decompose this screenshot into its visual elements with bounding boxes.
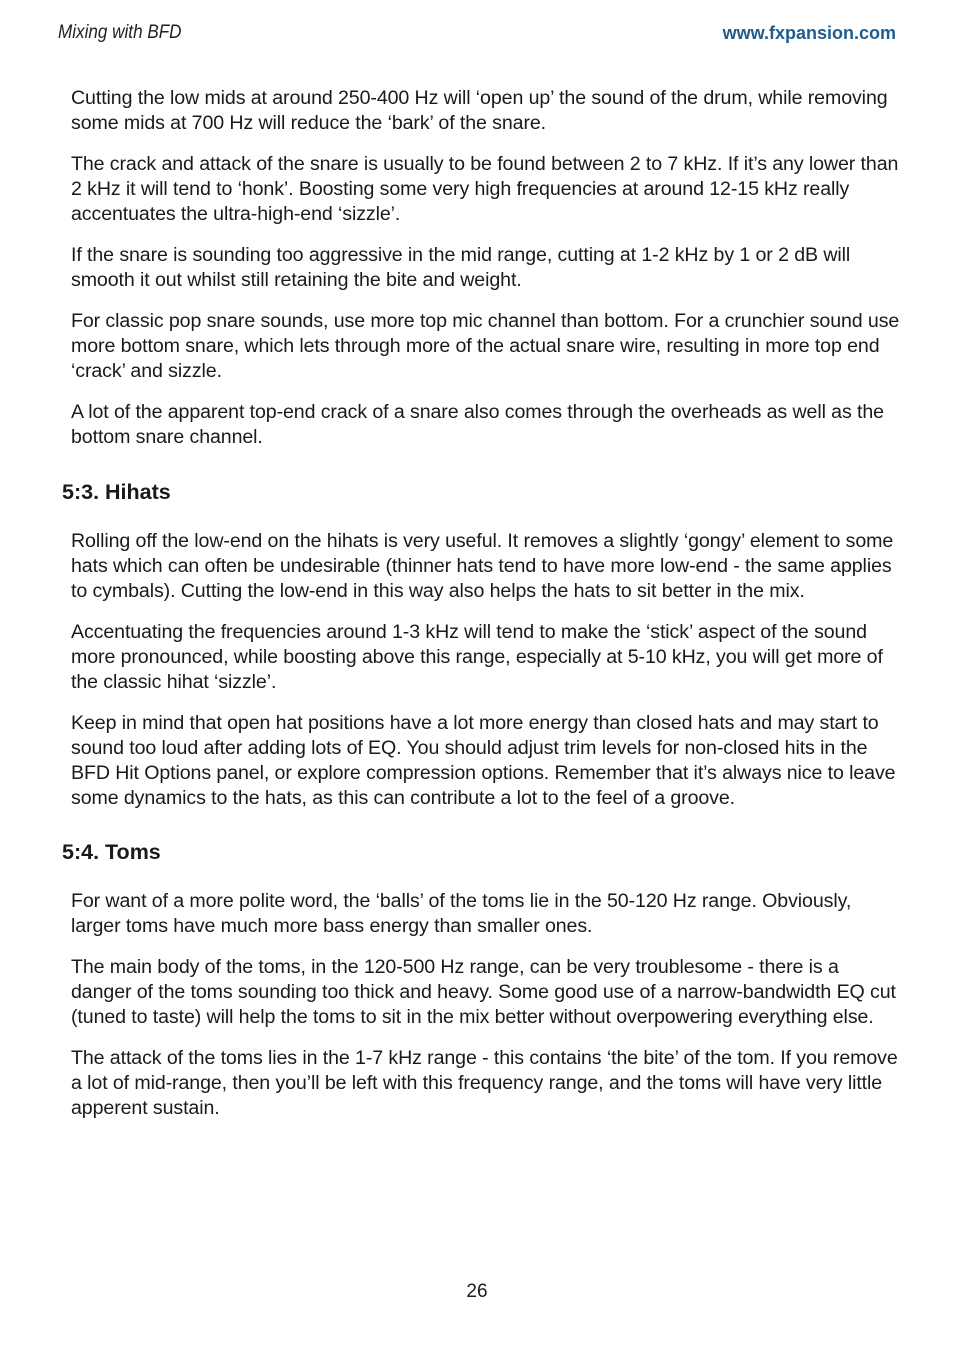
snare-paragraph-4: For classic pop snare sounds, use more top mic channel than bottom. For a crunchier sound use more bottom snare, which lets through more of the actual snare wire, resulting in more top end ‘crack’ and sizzle. [71,310,900,382]
hihats-paragraph-3: Keep in mind that open hat positions have a lot more energy than closed hats and may start to sound too loud after adding lots of EQ. You should adjust trim levels for non-closed hits in the BFD Hit Options panel, or explore compression options. Remember that it’s always nice to leave some dynamics to the hats, as this can contribute a lot to the feel of a groove. [71,712,896,809]
snare-paragraph-2: The crack and attack of the snare is usually to be found between 2 to 7 kHz. If it’s any lower than 2 kHz it will tend to ‘honk’. Boosting some very high frequencies at around 12-15 kHz really accentuates the ultra-high-end ‘sizzle’. [71,153,899,225]
hihats-paragraph-2: Accentuating the frequencies around 1-3 kHz will tend to make the ‘stick’ aspect of the sound more pronounced, while boosting above this range, especially at 5-10 kHz, you will get more of the classic hihat ‘sizzle’. [71,621,883,693]
snare-paragraph-5: A lot of the apparent top-end crack of a snare also comes through the overheads as well as the bottom snare channel. [71,401,884,448]
toms-paragraph-3: The attack of the toms lies in the 1-7 kHz range - this contains ‘the bite’ of the tom. If you remove a lot of mid-range, then you’ll be left with this frequency range, and the toms will have very little apperent sustain. [71,1047,898,1119]
section-heading-toms: 5:4. Toms [62,840,161,864]
document-title: Mixing with BFD [58,22,182,43]
toms-paragraph-2: The main body of the toms, in the 120-500 Hz range, can be very troublesome - there is a danger of the toms sounding too thick and heavy. Some good use of a narrow-bandwidth EQ cut (tuned to taste) will help the toms to sit in the mix better without overpowering everything else. [71,956,896,1028]
page-number: 26 [466,1281,488,1302]
section-heading-hihats: 5:3. Hihats [62,480,171,504]
toms-paragraph-1: For want of a more polite word, the ‘balls’ of the toms lie in the 50-120 Hz range. Obviously, larger toms have much more bass energy than smaller ones. [71,890,852,937]
hihats-paragraph-1: Rolling off the low-end on the hihats is very useful. It removes a slightly ‘gongy’ element to some hats which can often be undesirable (thinner hats tend to have more low-end - the same applies to cymbals). Cutting the low-end in this way also helps the hats to sit better in the mix. [71,530,894,602]
snare-paragraph-3: If the snare is sounding too aggressive in the mid range, cutting at 1-2 kHz by 1 or 2 dB will smooth it out whilst still retaining the bite and weight. [71,244,851,291]
page-body [62,86,901,1137]
website-link[interactable]: www.fxpansion.com [722,23,896,43]
snare-paragraph-1: Cutting the low mids at around 250-400 Hz will ‘open up’ the sound of the drum, while removing some mids at 700 Hz will reduce the ‘bark’ of the snare. [71,87,888,134]
